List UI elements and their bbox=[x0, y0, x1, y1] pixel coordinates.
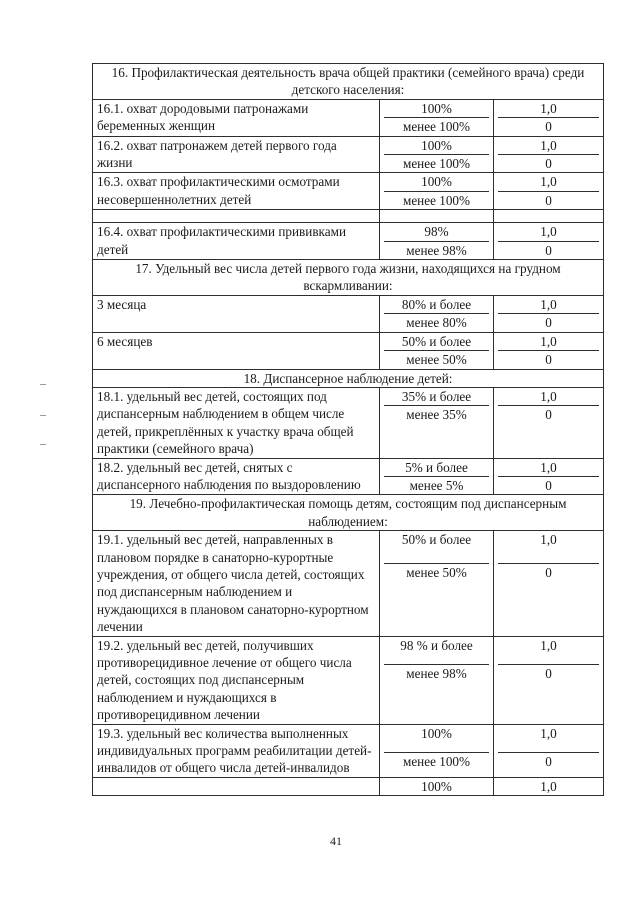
threshold-value: менее 5% bbox=[409, 477, 464, 493]
table-row bbox=[93, 173, 604, 210]
threshold-value: 98% bbox=[384, 223, 489, 241]
table-row bbox=[93, 387, 604, 458]
criterion-label: 6 месяцев bbox=[93, 332, 380, 369]
table-row bbox=[93, 636, 604, 724]
score-value: 0 bbox=[545, 242, 552, 258]
threshold-cell bbox=[380, 531, 494, 636]
threshold-value: 80% и более bbox=[384, 296, 489, 314]
score-value: 0 bbox=[545, 754, 552, 770]
criterion-label: 18.2. удельный вес детей, снятых с диспансерного наблюдения по выздоровлению bbox=[93, 458, 380, 495]
criterion-label: 16.4. охват профилактическими прививками детей bbox=[93, 223, 380, 260]
table-row bbox=[93, 777, 604, 795]
section-19-header: 19. Лечебно-профилактическая помощь детям, состоящим под диспансерным наблюдением: bbox=[93, 495, 604, 531]
score-value: 0 bbox=[545, 119, 552, 135]
criterion-label: 3 месяца bbox=[93, 295, 380, 332]
margin-mark bbox=[40, 444, 46, 445]
threshold-cell bbox=[380, 223, 494, 260]
table-row bbox=[93, 531, 604, 636]
score-cell bbox=[494, 295, 604, 332]
score-value: 1,0 bbox=[498, 459, 599, 477]
table-row bbox=[93, 295, 604, 332]
threshold-value: 5% и более bbox=[384, 459, 489, 477]
page-number: 41 bbox=[330, 834, 342, 848]
table-row bbox=[93, 136, 604, 173]
threshold-value: 100% bbox=[384, 725, 489, 753]
score-value: 1,0 bbox=[498, 100, 599, 118]
score-cell bbox=[494, 173, 604, 210]
score-value: 1,0 bbox=[498, 173, 599, 191]
threshold-value: 50% и более bbox=[384, 333, 489, 351]
threshold-cell bbox=[380, 332, 494, 369]
section-header-row bbox=[93, 495, 604, 531]
threshold-value: менее 50% bbox=[406, 564, 467, 580]
score-cell bbox=[494, 531, 604, 636]
threshold-cell bbox=[380, 295, 494, 332]
criterion-label: 19.1. удельный вес детей, направленных в плановом порядке в санаторно-курортные учреждения, от общего числа детей, состоящих под диспансерным наблюдением и нуждающихся в плановом санаторно-курортном лечении bbox=[93, 531, 380, 636]
table-row bbox=[93, 724, 604, 777]
criterion-label: 16.3. охват профилактическими осмотрами несовершеннолетних детей bbox=[93, 173, 380, 210]
criterion-label: 16.2. охват патронажем детей первого года жизни bbox=[93, 136, 380, 173]
threshold-cell bbox=[380, 636, 494, 724]
score-cell bbox=[494, 332, 604, 369]
score-value: 0 bbox=[545, 315, 552, 331]
score-value: 0 bbox=[545, 564, 552, 580]
score-value: 1,0 bbox=[498, 333, 599, 351]
table-row bbox=[93, 223, 604, 260]
threshold-value: 100% bbox=[384, 100, 489, 118]
threshold-value: менее 100% bbox=[402, 754, 471, 770]
threshold-cell bbox=[380, 99, 494, 136]
threshold-value: менее 98% bbox=[406, 666, 467, 681]
threshold-value: 35% и более bbox=[384, 388, 489, 406]
section-header-row bbox=[93, 369, 604, 387]
table-row bbox=[93, 99, 604, 136]
score-cell bbox=[494, 136, 604, 173]
score-cell bbox=[494, 99, 604, 136]
threshold-cell bbox=[380, 458, 494, 495]
threshold-value: менее 98% bbox=[406, 242, 467, 258]
threshold-value: менее 100% bbox=[402, 192, 471, 208]
score-value: 0 bbox=[545, 352, 552, 368]
threshold-value: 98 % и более bbox=[384, 637, 489, 665]
table-row bbox=[93, 332, 604, 369]
margin-mark bbox=[40, 384, 46, 385]
score-value: 0 bbox=[545, 666, 552, 681]
margin-mark bbox=[40, 415, 46, 416]
threshold-value: менее 100% bbox=[402, 156, 471, 172]
criterion-label: 19.2. удельный вес детей, получивших противорецидивное лечение от общего числа детей, состоящих под диспансерным наблюдением и нуждающихся в противорецидивном лечении bbox=[93, 636, 380, 724]
threshold-cell bbox=[380, 173, 494, 210]
score-value: 1,0 bbox=[498, 725, 599, 753]
score-value: 1,0 bbox=[498, 388, 599, 406]
score-cell bbox=[494, 223, 604, 260]
score-cell bbox=[494, 458, 604, 495]
score-value: 0 bbox=[545, 477, 552, 493]
section-17-header: 17. Удельный вес числа детей первого года жизни, находящихся на грудном вскармливании: bbox=[93, 260, 604, 296]
criterion-label: 19.3. удельный вес количества выполненных индивидуальных программ реабилитации детей-инвалидов от общего числа детей-инвалидов bbox=[93, 724, 380, 777]
score-cell bbox=[494, 724, 604, 777]
score-value: 1,0 bbox=[498, 296, 599, 314]
score-value: 1,0 bbox=[498, 137, 599, 155]
score-value: 1,0 bbox=[498, 637, 599, 665]
criterion-label: 18.1. удельный вес детей, состоящих под диспансерным наблюдением в общем числе детей, прикреплённых к участку врача общей практики (семейного врача) bbox=[93, 387, 380, 458]
score-value: 1,0 bbox=[494, 777, 604, 795]
threshold-cell bbox=[380, 387, 494, 458]
threshold-cell bbox=[380, 136, 494, 173]
section-header-row bbox=[93, 64, 604, 100]
score-value: 0 bbox=[545, 156, 552, 172]
threshold-value: 100% bbox=[384, 137, 489, 155]
threshold-value: менее 100% bbox=[402, 119, 471, 135]
section-16-header: 16. Профилактическая деятельность врача общей практики (семейного врача) среди детского населения: bbox=[93, 64, 604, 100]
threshold-value: 50% и более bbox=[384, 531, 489, 563]
threshold-value: 100% bbox=[384, 173, 489, 191]
score-value: 0 bbox=[545, 407, 552, 423]
score-value: 1,0 bbox=[498, 531, 599, 563]
threshold-value: менее 80% bbox=[406, 315, 467, 331]
threshold-value: 100% bbox=[380, 777, 494, 795]
spacer-row bbox=[93, 210, 604, 223]
threshold-cell bbox=[380, 724, 494, 777]
criterion-label: 16.1. охват дородовыми патронажами беременных женщин bbox=[93, 99, 380, 136]
score-value: 1,0 bbox=[498, 223, 599, 241]
threshold-value: менее 50% bbox=[406, 352, 467, 368]
table-row bbox=[93, 458, 604, 495]
score-value: 0 bbox=[545, 192, 552, 208]
criteria-table bbox=[92, 63, 604, 796]
score-cell bbox=[494, 636, 604, 724]
threshold-value: менее 35% bbox=[406, 407, 467, 423]
score-cell bbox=[494, 387, 604, 458]
section-18-header: 18. Диспансерное наблюдение детей: bbox=[93, 369, 604, 387]
section-header-row bbox=[93, 260, 604, 296]
